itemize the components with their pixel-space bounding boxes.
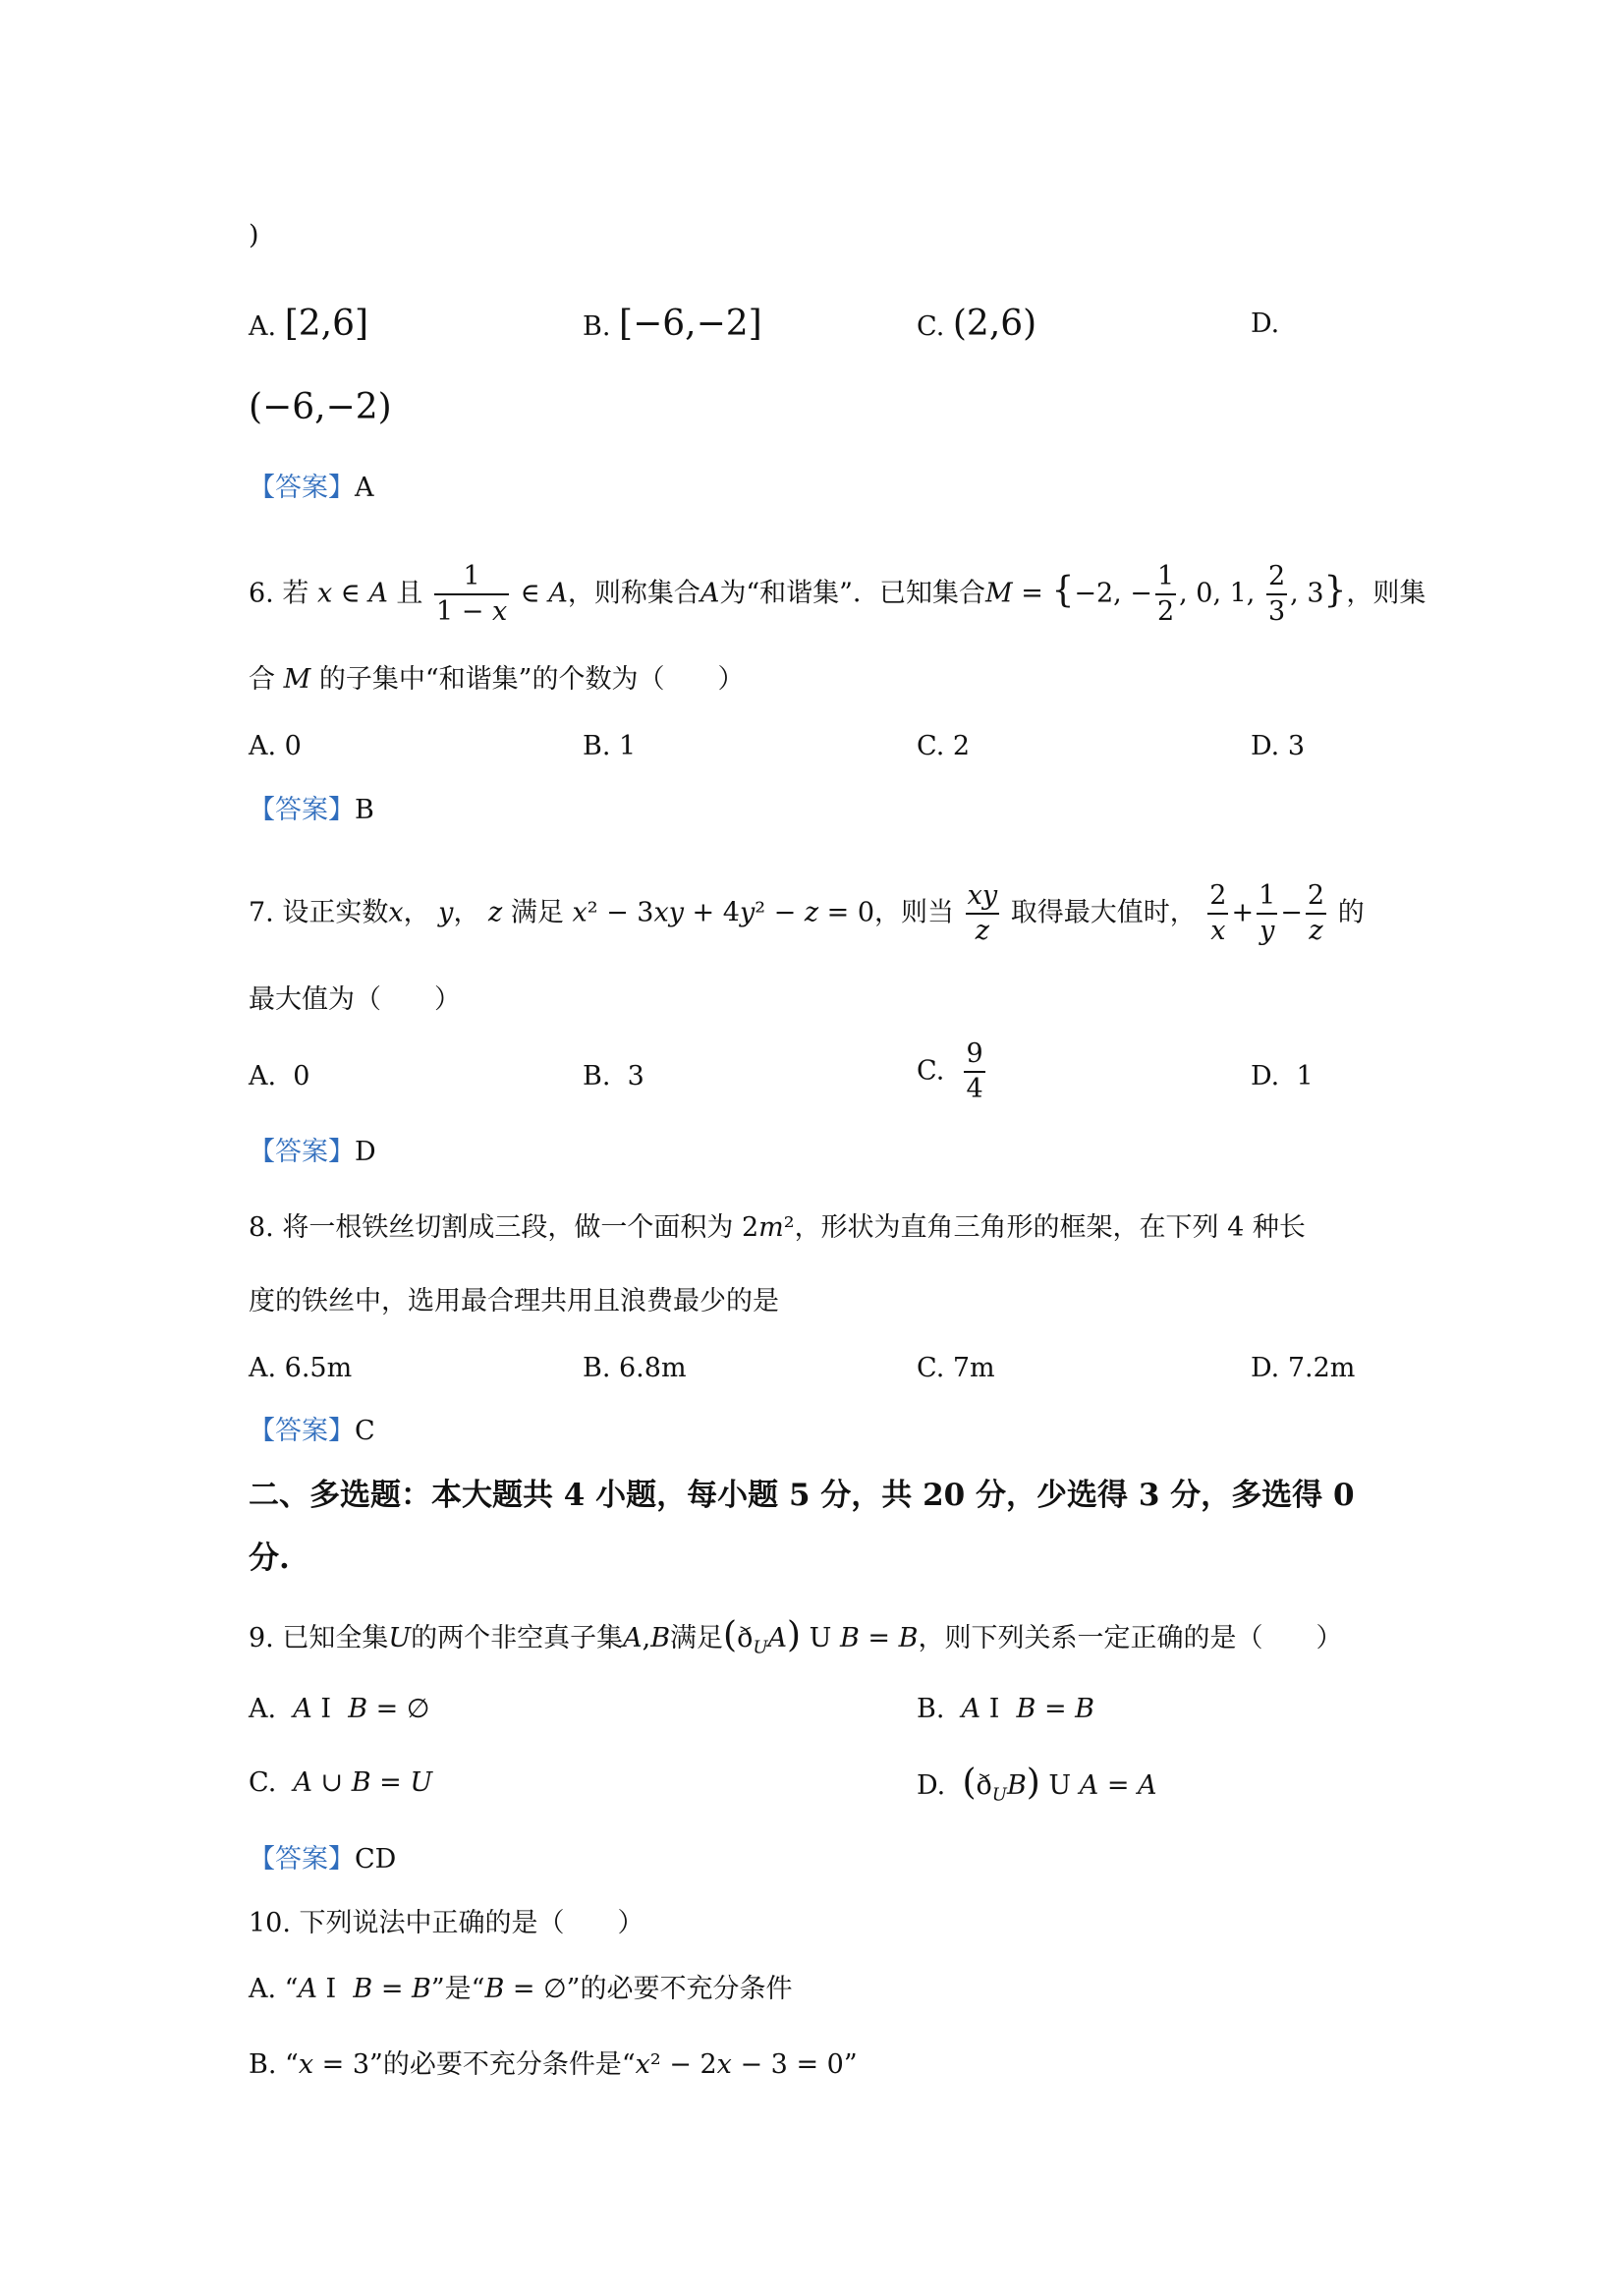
q6-answer: 【答案】B: [249, 795, 374, 825]
q6-option-b: B. 1: [583, 731, 637, 761]
q10-line-1: 10. 下列说法中正确的是（ ）: [249, 1908, 644, 1938]
q8-line-2: 度的铁丝中，选用最合理共用且浪费最少的是: [249, 1286, 779, 1316]
q5-option-c: C. (2,6): [917, 304, 1037, 344]
q5-option-d-label: D.: [1251, 308, 1280, 339]
q6-option-a: A. 0: [249, 731, 302, 761]
q7-option-d: D. 1: [1251, 1061, 1314, 1092]
q7-option-b: B. 3: [583, 1061, 644, 1092]
q10-option-b: B. “x = 3”的必要不充分条件是“x² − 2x − 3 = 0”: [249, 2049, 858, 2080]
q7-answer: 【答案】D: [249, 1137, 376, 1167]
q6-option-c: C. 2: [917, 731, 971, 761]
q5-option-a: A. [2,6]: [249, 304, 369, 344]
q8-option-a: A. 6.5m: [249, 1353, 353, 1383]
q7-line-2: 最大值为（ ）: [249, 984, 461, 1015]
q6-option-d: D. 3: [1251, 731, 1306, 761]
q9-option-a: A. A I B = ∅: [249, 1694, 430, 1724]
q7-option-c: C. $\frac{9}{4}$: [917, 1038, 983, 1104]
q8-answer: 【答案】C: [249, 1416, 375, 1446]
section-2-heading-line-2: 分.: [249, 1540, 290, 1576]
q9-answer: 【答案】CD: [249, 1844, 397, 1875]
q9-option-c: C. A ∪ B = U: [249, 1767, 433, 1798]
q10-option-a: A. “A I B = B”是“B = ∅”的必要不充分条件: [249, 1974, 793, 2004]
q9-option-b: B. A I B = B: [917, 1694, 1095, 1724]
q7-line-1: 7. 设正实数x， y， z 满足 x² − 3xy + 4y² − z = 0，则当 $\frac{xy}{z}$ 取得最大值时， $\frac{2}{x}$ + $\frac{1}{y}$ − $\frac{2}{z}$ 的: [249, 880, 1365, 946]
q8-option-d: D. 7.2m: [1251, 1353, 1356, 1383]
q5-option-d-value: (−6,−2): [249, 387, 392, 427]
q9-line-1: 9. 已知全集U的两个非空真子集A,B满足$(ð_UA)$ U B = B，则下列关系一定正确的是（ ）: [249, 1615, 1343, 1658]
q9-option-d: D. $(ð_UB)$ U A = A: [917, 1763, 1157, 1806]
q5-answer: 【答案】A: [249, 473, 374, 503]
closing-paren: ): [249, 220, 259, 251]
q5-option-b: B. [−6,−2]: [583, 304, 762, 344]
q8-line-1: 8. 将一根铁丝切割成三段，做一个面积为 2m²，形状为直角三角形的框架，在下列 4 种长: [249, 1212, 1306, 1243]
q8-option-b: B. 6.8m: [583, 1353, 687, 1383]
q6-line-1: 6. 若 x ∈ A 且 $\frac{1}{1 - x}$ ∈ A，则称集合A为“和谐集”．已知集合M = {−2, − $\frac{1}{2}$ , 0, 1, $\frac{2}{3}$ , 3}，则集: [249, 561, 1427, 627]
section-2-heading-line-1: 二、多选题：本大题共 4 小题，每小题 5 分，共 20 分，少选得 3 分，多选得 0: [249, 1478, 1355, 1513]
q8-option-c: C. 7m: [917, 1353, 995, 1383]
q6-line-2: 合 M 的子集中“和谐集”的个数为（ ）: [249, 664, 745, 695]
q7-option-a: A. 0: [249, 1061, 310, 1092]
